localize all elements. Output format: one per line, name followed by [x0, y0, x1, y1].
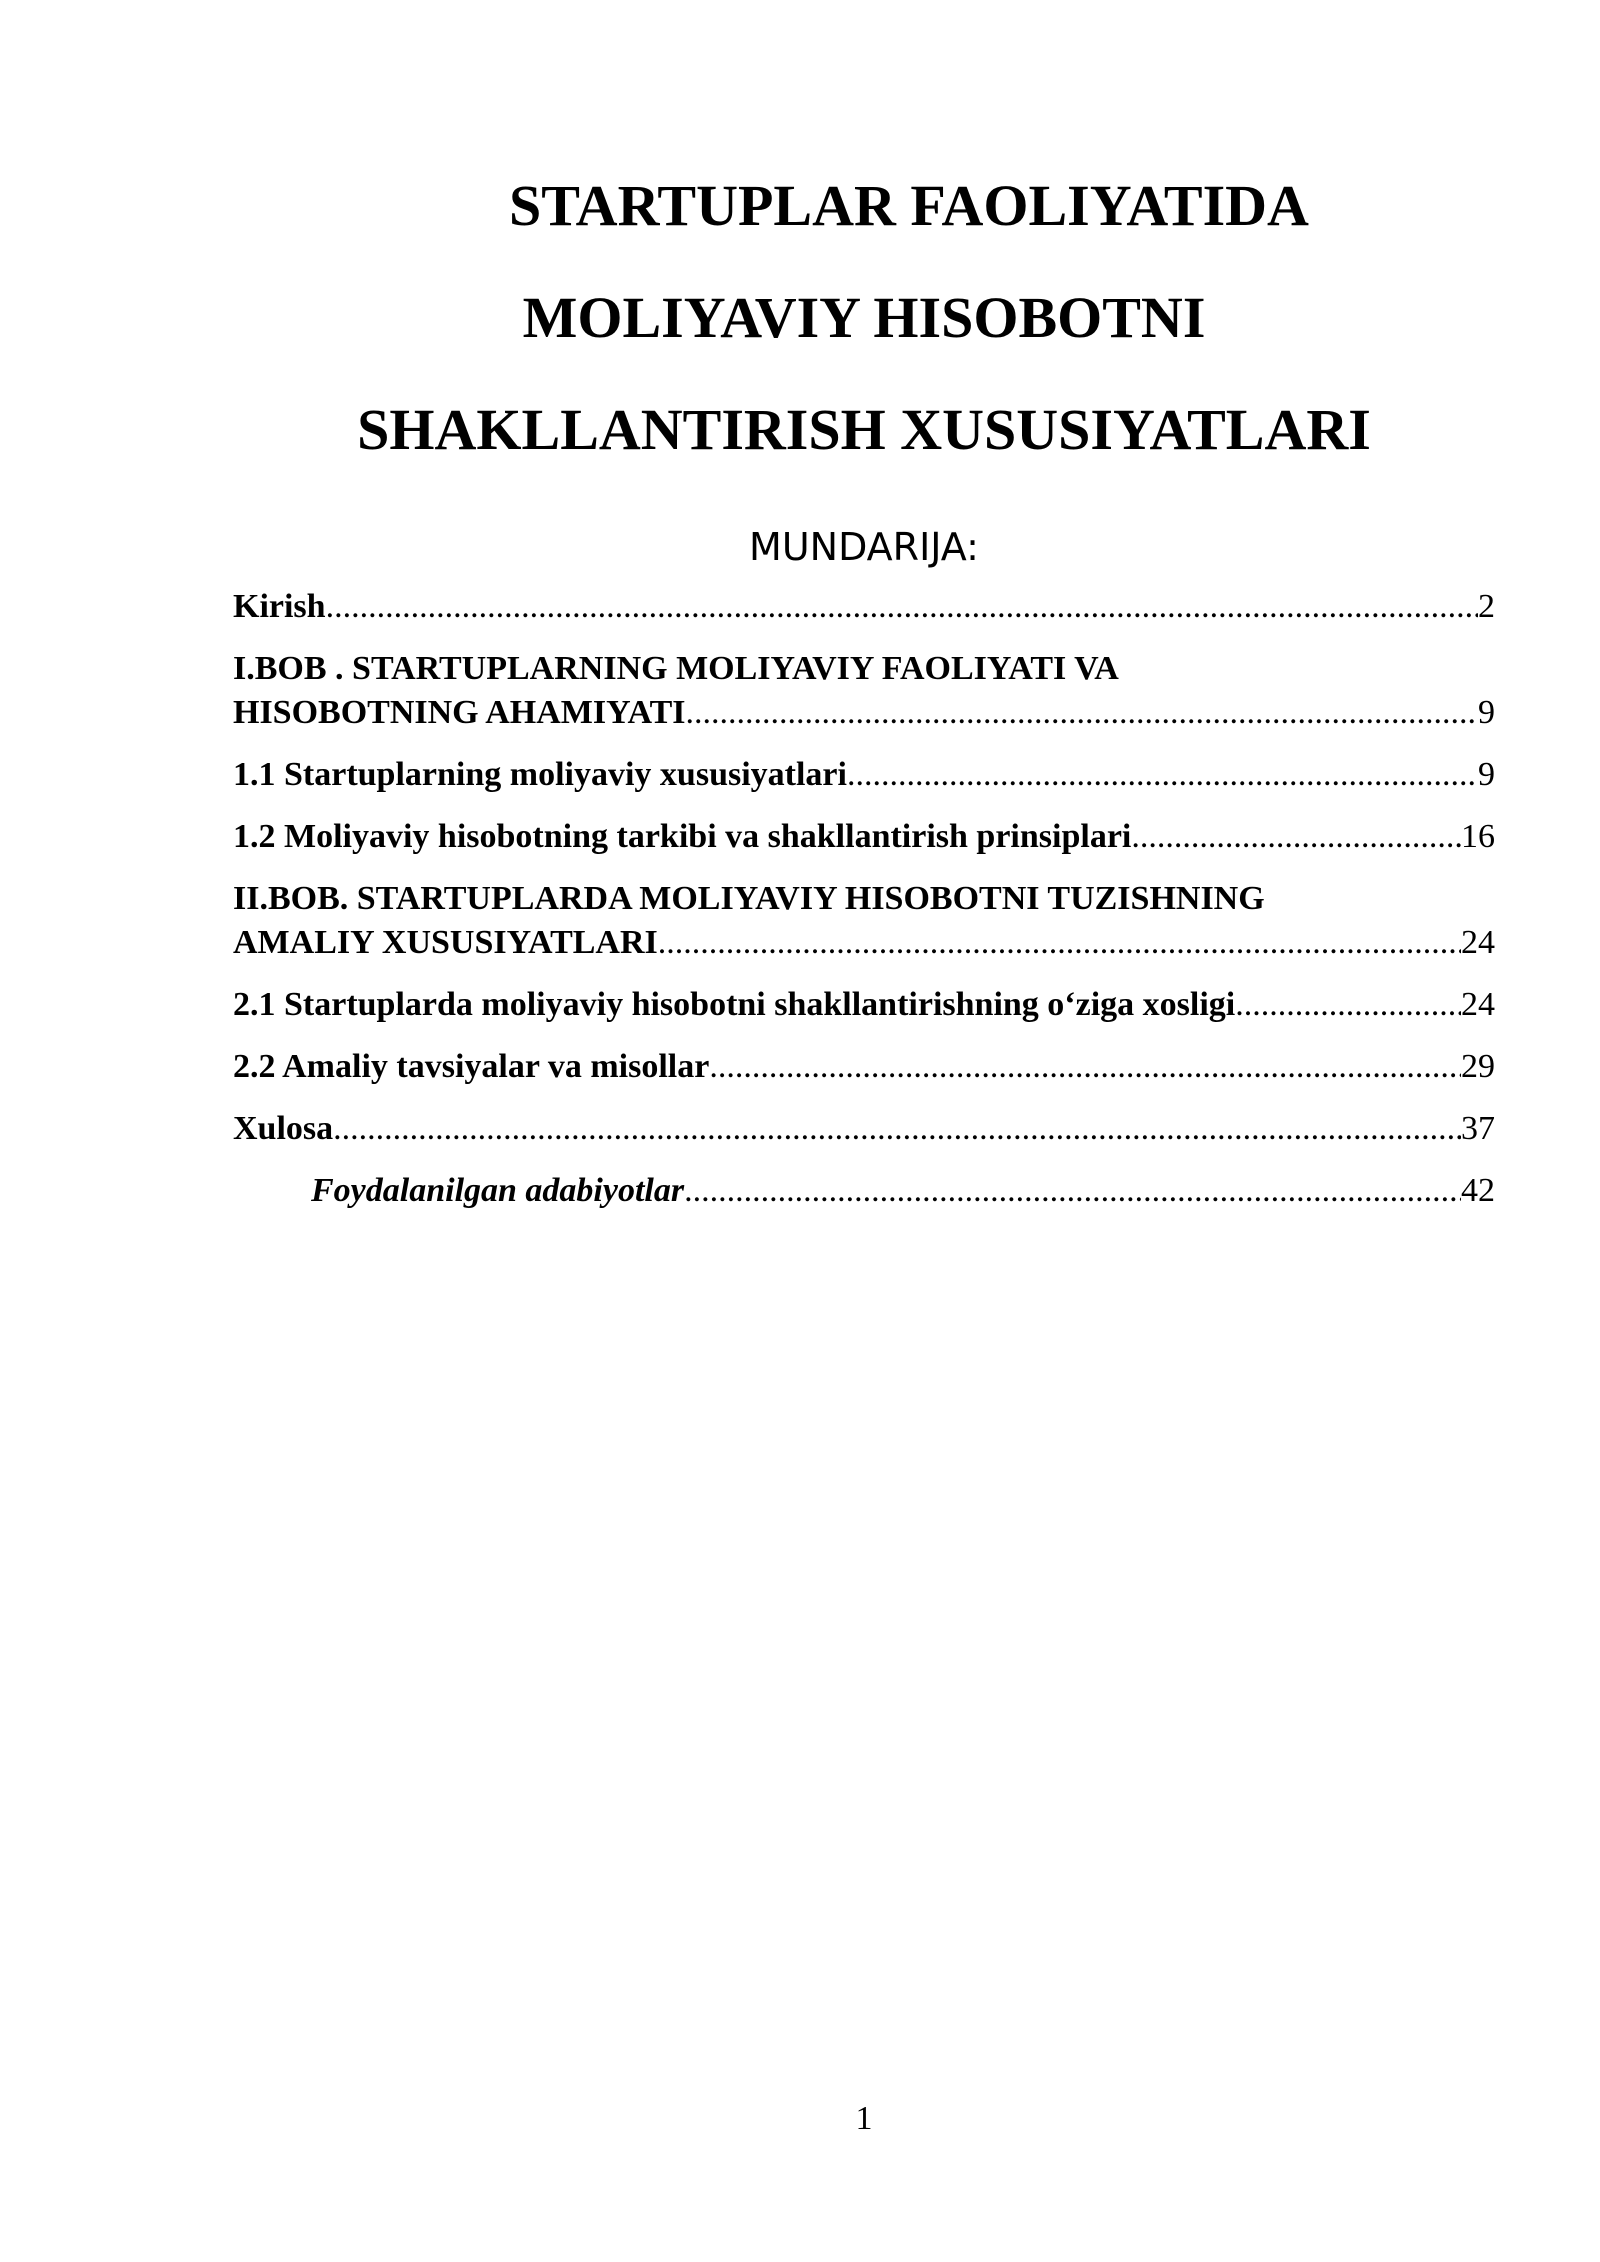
toc-entry-label: 2.2 Amaliy tavsiyalar va misollar [233, 1048, 710, 1085]
dot-leader [686, 691, 1479, 735]
toc-heading: MUNDARIJA: [749, 525, 979, 569]
toc-entry-page: 29 [1461, 1048, 1495, 1085]
toc-entry-page: 9 [1478, 694, 1495, 731]
toc-entry[interactable] [233, 877, 1495, 965]
document-title [233, 150, 1495, 486]
toc-entry-label: 1.1 Startuplarning moliyaviy xususiyatlari [233, 756, 847, 793]
dot-leader [684, 1169, 1461, 1213]
toc-entry[interactable] [233, 1045, 1495, 1089]
toc-entry-label: Foydalanilgan adabiyotlar [311, 1172, 685, 1209]
toc-entry[interactable] [233, 1107, 1495, 1151]
toc-entry[interactable] [233, 753, 1495, 797]
table-of-contents [233, 585, 1495, 1231]
toc-entry-page: 24 [1461, 986, 1495, 1023]
dot-leader [1235, 983, 1461, 1027]
toc-entry-label: I.BOB . STARTUPLARNING MOLIYAVIY FAOLIYATI VA [233, 650, 1119, 687]
toc-entry-label: HISOBOTNING AHAMIYATI [233, 694, 686, 731]
toc-entry[interactable] [233, 1169, 1495, 1213]
toc-entry[interactable] [233, 585, 1495, 629]
dot-leader [326, 585, 1478, 629]
toc-entry-page: 2 [1478, 588, 1495, 625]
toc-entry[interactable] [233, 983, 1495, 1027]
toc-entry[interactable] [233, 647, 1495, 735]
toc-entry-label: 2.1 Startuplarda moliyaviy hisobotni shakllantirishning o‘ziga xosligi [233, 986, 1236, 1023]
toc-entry-page: 9 [1478, 756, 1495, 793]
toc-entry-page: 24 [1461, 924, 1495, 961]
toc-entry-page: 16 [1461, 818, 1495, 855]
dot-leader [1131, 815, 1461, 859]
toc-entry-label: II.BOB. STARTUPLARDA MOLIYAVIY HISOBOTNI TUZISHNING [233, 880, 1265, 917]
toc-entry[interactable] [233, 815, 1495, 859]
toc-entry-label: Kirish [233, 588, 326, 625]
title-line: STARTUPLAR FAOLIYATIDA [509, 173, 1309, 238]
dot-leader [658, 921, 1461, 965]
toc-entry-page: 37 [1461, 1110, 1495, 1147]
title-line: SHAKLLANTIRISH XUSUSIYATLARI [357, 397, 1371, 462]
dot-leader [709, 1045, 1461, 1089]
dot-leader [333, 1107, 1461, 1151]
dot-leader [847, 753, 1478, 797]
toc-entry-page: 42 [1461, 1172, 1495, 1209]
toc-entry-label: Xulosa [233, 1110, 334, 1147]
toc-entry-label: 1.2 Moliyaviy hisobotning tarkibi va shakllantirish prinsiplari [233, 818, 1132, 855]
page-number: 1 [855, 2100, 873, 2137]
toc-entry-label: AMALIY XUSUSIYATLARI [233, 924, 658, 961]
title-line: MOLIYAVIY HISOBOTNI [522, 285, 1206, 350]
